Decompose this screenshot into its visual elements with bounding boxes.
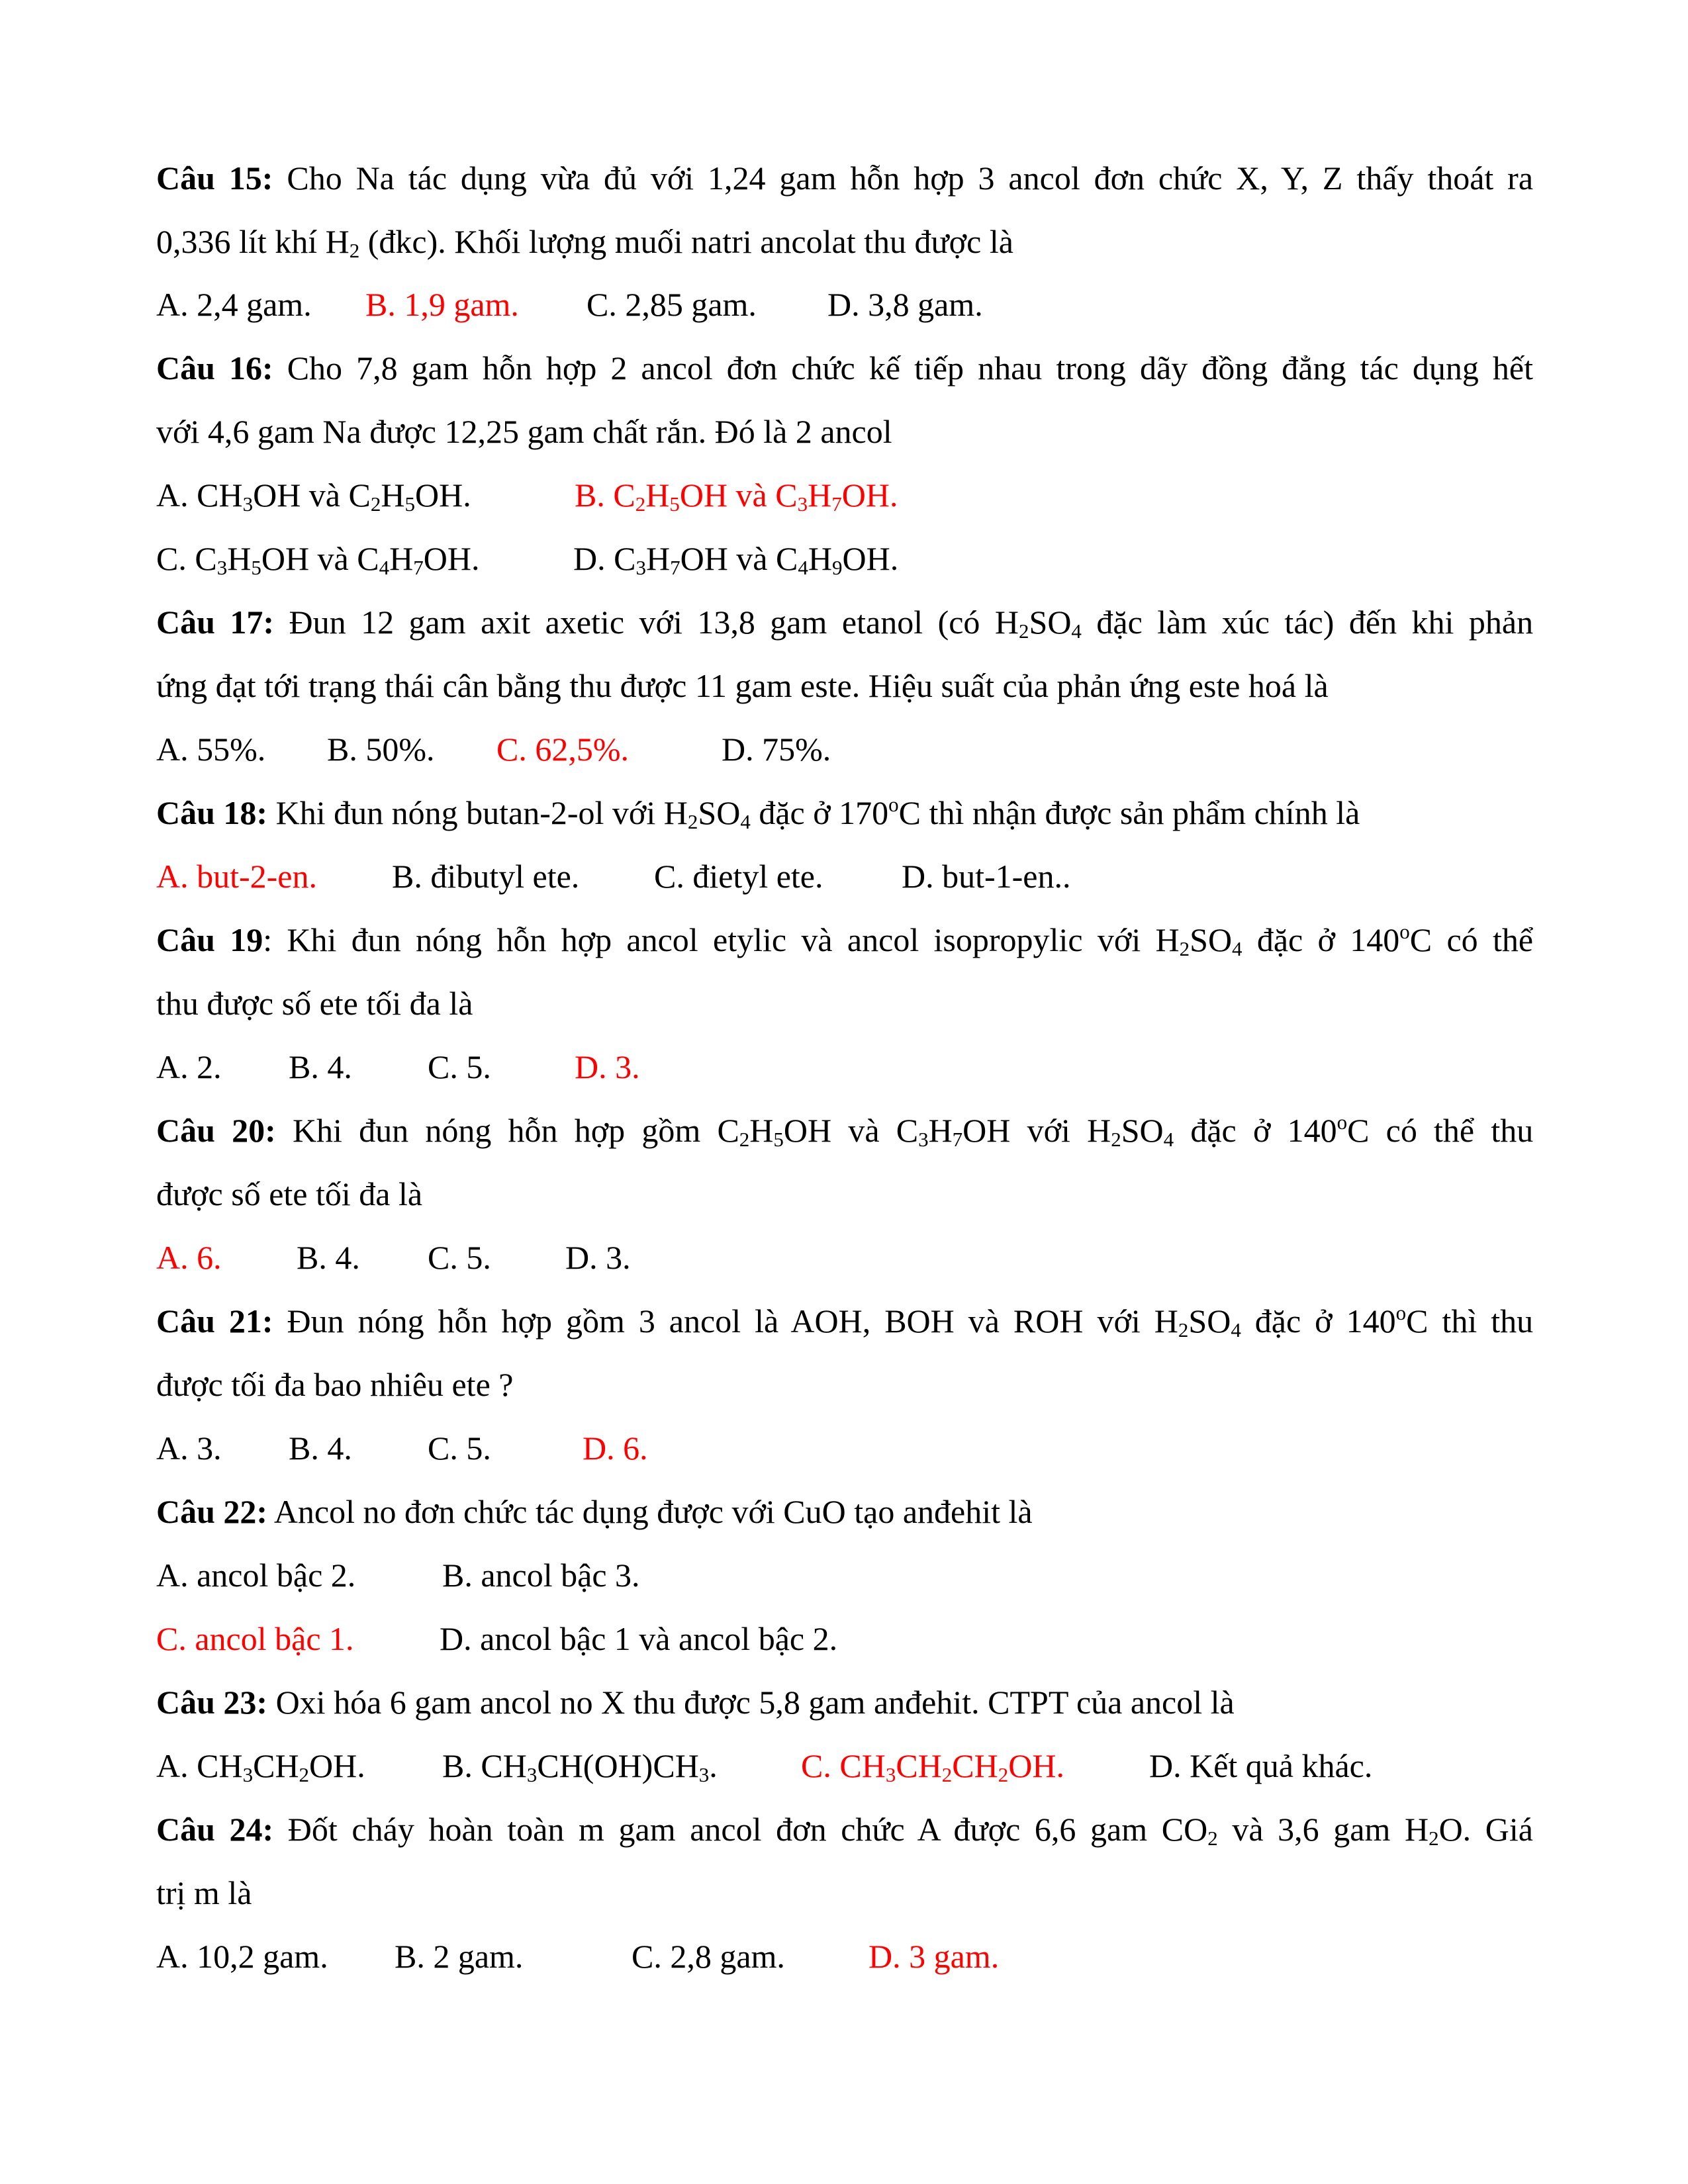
q16-option-d: D. $C_3H_7OH$ và $C_4H_9OH$. xyxy=(573,540,899,579)
q18-label: Câu 18: xyxy=(156,794,268,831)
q19-option-a: A. 2. xyxy=(156,1048,222,1085)
q18-stem-line-1 xyxy=(156,793,1533,833)
q22-stem-line-1 xyxy=(156,1492,1533,1531)
q24-label: Câu 24: xyxy=(156,1811,274,1848)
q22-option-d: D. ancol bậc 1 và ancol bậc 2. xyxy=(440,1620,838,1657)
q23-option-d: D. Kết quả khác. xyxy=(1149,1747,1373,1784)
q19-label: Câu 19 xyxy=(156,921,263,958)
q22-stem-1: Ancol no đơn chức tác dụng được với CuO tạo anđehit là xyxy=(273,1493,1033,1530)
q18-option-b: B. đibutyl ete. xyxy=(392,858,580,895)
q19-option-b: B. 4. xyxy=(289,1048,352,1085)
q17-option-c: C. 62,5%. xyxy=(496,731,629,768)
q23-option-a: A. $CH_3CH_2OH$. xyxy=(156,1747,365,1786)
q24-stem-2: trị m là xyxy=(156,1874,252,1911)
q16-stem-line-1 xyxy=(156,348,1533,388)
q16-option-a: A. $CH_3OH$ và $C_2H_5OH$. xyxy=(156,477,471,516)
q20-option-a: A. 6. xyxy=(156,1239,222,1276)
q22-option-b: B. ancol bậc 3. xyxy=(442,1557,640,1594)
q17-stem-line-1 xyxy=(156,602,1533,642)
q22-label: Câu 22: xyxy=(156,1493,268,1530)
q16-stem-line-2 xyxy=(156,412,1533,451)
q20-option-b: B. 4. xyxy=(297,1239,360,1276)
q15-stem-line-1 xyxy=(156,158,1533,198)
q17-stem-line-2 xyxy=(156,666,1533,705)
q21-stem-2: được tối đa bao nhiêu ete ? xyxy=(156,1366,514,1403)
q15-option-b: B. 1,9 gam. xyxy=(365,286,519,323)
q20-option-d: D. 3. xyxy=(565,1239,631,1276)
q19-stem-2: thu được số ete tối đa là xyxy=(156,985,473,1022)
q17-stem-2: ứng đạt tới trạng thái cân bằng thu được 11 gam este. Hiệu suất của phản ứng este hoá là xyxy=(156,667,1329,704)
q17-option-b: B. 50%. xyxy=(327,731,435,768)
q24-stem-line-2 xyxy=(156,1873,1533,1913)
q24-option-a: A. 10,2 gam. xyxy=(156,1938,328,1975)
q19-stem-line-1 xyxy=(156,920,1533,960)
q21-label: Câu 21: xyxy=(156,1302,273,1340)
q15-option-a: A. 2,4 gam. xyxy=(156,286,312,323)
q16-option-b: B. $C_2H_5OH$ và $C_3H_7OH$. xyxy=(575,477,898,516)
q17-option-d: D. 75%. xyxy=(722,731,831,768)
q23-option-b: B. $CH_3CH(OH)CH_3$. xyxy=(442,1747,718,1786)
q24-option-b: B. 2 gam. xyxy=(395,1938,524,1975)
q24-stem-line-1 xyxy=(156,1809,1533,1849)
q17-label: Câu 17: xyxy=(156,604,275,641)
q22-option-a: A. ancol bậc 2. xyxy=(156,1557,356,1594)
q16-label: Câu 16: xyxy=(156,349,273,387)
q20-stem-line-2 xyxy=(156,1174,1533,1214)
q18-stem-1: Khi đun nóng butan-2-ol với $H_2SO_4$ đặc ở 170$^o$C thì nhận được sản phẩm chính là xyxy=(275,792,1360,833)
q23-option-c: C. $CH_3CH_2CH_2OH$. xyxy=(801,1747,1064,1786)
q17-option-a: A. 55%. xyxy=(156,731,266,768)
q21-stem-line-1 xyxy=(156,1301,1533,1341)
q16-option-c: C. $C_3H_5OH$ và $C_4H_7OH$. xyxy=(156,540,480,579)
q24-stem-1: Đốt cháy hoàn toàn m gam ancol đơn chức A được 6,6 gam $CO_2$ và 3,6 gam $H_2O$. Giá xyxy=(287,1811,1533,1850)
q15-stem-line-2 xyxy=(156,222,1533,261)
q23-label: Câu 23: xyxy=(156,1684,268,1721)
q15-stem-2: 0,336 lít khí $H_2$ (đkc). Khối lượng muối natri ancolat thu được là xyxy=(156,223,1013,262)
q15-option-d: D. 3,8 gam. xyxy=(827,286,983,323)
q18-option-a: A. but-2-en. xyxy=(156,858,317,895)
q19-option-d: D. 3. xyxy=(575,1048,640,1085)
q15-stem-1: Cho Na tác dụng vừa đủ với 1,24 gam hỗn hợp 3 ancol đơn chức X, Y, Z thấy thoát ra xyxy=(287,159,1534,197)
q21-option-b: B. 4. xyxy=(289,1430,352,1467)
q18-option-d: D. but-1-en.. xyxy=(902,858,1071,895)
q21-stem-1: Đun nóng hỗn hợp gồm 3 ancol là AOH, BOH và ROH với $H_2SO_4$ đặc ở 140$^o$C thì thu xyxy=(287,1300,1534,1342)
q20-label: Câu 20: xyxy=(156,1112,276,1149)
q16-stem-2: với 4,6 gam Na được 12,25 gam chất rắn. Đó là 2 ancol xyxy=(156,413,892,450)
q21-stem-line-2 xyxy=(156,1365,1533,1404)
q20-stem-line-1 xyxy=(156,1111,1533,1150)
q19-option-c: C. 5. xyxy=(428,1048,491,1085)
q20-stem-1: Khi đun nóng hỗn hợp gồm $C_2H_5OH$ và $C_3H_7OH$ với $H_2SO_4$ đặc ở 140$^o$C có thể thu xyxy=(292,1110,1534,1151)
q19-stem-1: : Khi đun nóng hỗn hợp ancol etylic và ancol isopropylic với $H_2SO_4$ đặc ở 140$^o$C có thể xyxy=(263,919,1534,960)
q15-label: Câu 15: xyxy=(156,159,273,197)
q19-stem-line-2 xyxy=(156,983,1533,1023)
q20-stem-2: được số ete tối đa là xyxy=(156,1175,423,1212)
q17-stem-1: Đun 12 gam axit axetic với 13,8 gam etanol (có $H_2SO_4$ đặc làm xúc tác) đến khi phản xyxy=(289,604,1534,643)
q15-option-c: C. 2,85 gam. xyxy=(586,286,757,323)
q23-stem-1: Oxi hóa 6 gam ancol no X thu được 5,8 gam anđehit. CTPT của ancol là xyxy=(275,1684,1235,1721)
q20-option-c: C. 5. xyxy=(428,1239,491,1276)
q21-option-d: D. 6. xyxy=(583,1430,648,1467)
q24-option-c: C. 2,8 gam. xyxy=(632,1938,785,1975)
q24-option-d: D. 3 gam. xyxy=(868,1938,1000,1975)
q22-option-c: C. ancol bậc 1. xyxy=(156,1620,354,1657)
q16-stem-1: Cho 7,8 gam hỗn hợp 2 ancol đơn chức kế tiếp nhau trong dãy đồng đẳng tác dụng hết xyxy=(287,349,1533,387)
q18-option-c: C. đietyl ete. xyxy=(654,858,823,895)
q21-option-a: A. 3. xyxy=(156,1430,222,1467)
q21-option-c: C. 5. xyxy=(428,1430,491,1467)
q23-stem-line-1 xyxy=(156,1682,1533,1722)
